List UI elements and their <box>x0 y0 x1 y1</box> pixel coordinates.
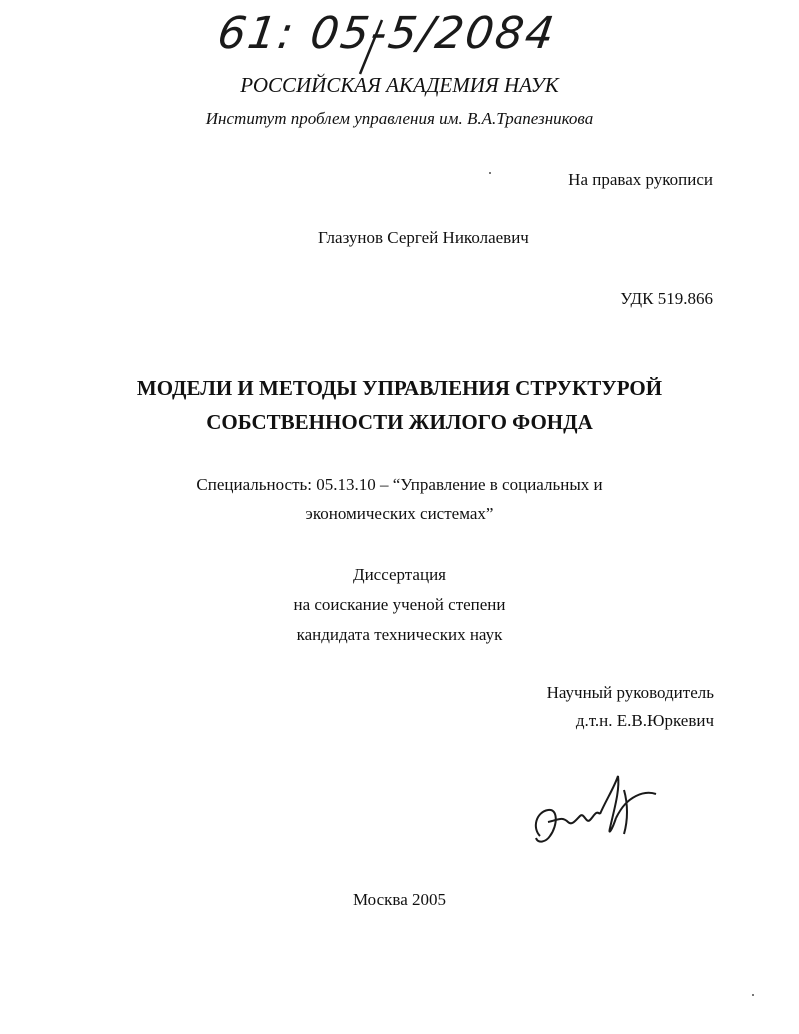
degree-line-2: кандидата технических наук <box>296 625 503 644</box>
degree-line-1: на соискание ученой степени <box>293 595 506 614</box>
archive-code: 61: 05-5/2084 <box>214 8 560 59</box>
dissertation-label: Диссертация <box>352 565 446 584</box>
academy-name: РОССИЙСКАЯ АКАДЕМИЯ НАУК <box>240 73 559 97</box>
rights-note: На правах рукописи <box>568 170 713 189</box>
city-year: Москва 2005 <box>352 890 447 909</box>
institute-name: Институт проблем управления им. В.А.Трапезникова <box>205 109 594 128</box>
supervisor-label: Научный руководитель <box>546 683 714 702</box>
specialty-line-2: экономических системах” <box>305 504 494 523</box>
dissertation-title-line-1: МОДЕЛИ И МЕТОДЫ УПРАВЛЕНИЯ СТРУКТУРОЙ <box>136 376 663 400</box>
handwritten-slash-mark <box>352 18 392 78</box>
supervisor-signature <box>528 770 658 860</box>
supervisor-name: д.т.н. Е.В.Юркевич <box>575 711 714 730</box>
udc-code: УДК 519.866 <box>620 289 713 308</box>
dissertation-title-line-2: СОБСТВЕННОСТИ ЖИЛОГО ФОНДА <box>206 410 593 434</box>
author-name: Глазунов Сергей Николаевич <box>318 228 529 247</box>
paper-speck <box>489 172 491 174</box>
paper-speck <box>752 994 754 996</box>
specialty-line-1: Специальность: 05.13.10 – “Управление в социальных и <box>196 475 603 494</box>
